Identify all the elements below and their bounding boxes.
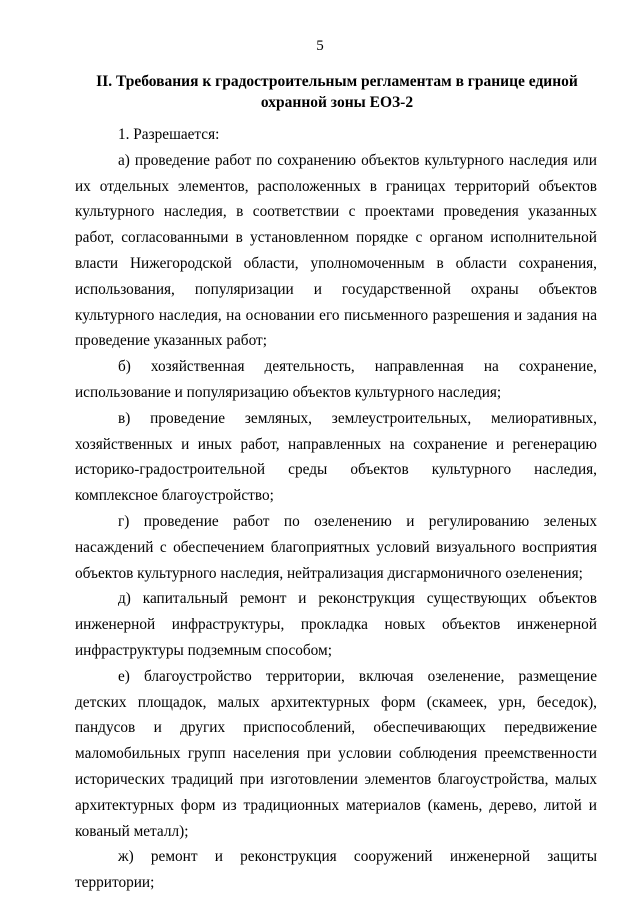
document-body [75, 122, 597, 896]
page-number: 5 [316, 38, 324, 54]
paragraph-item-g: г) проведение работ по озеленению и регулированию зеленых насаждений с обеспечением благоприятных условий визуального восприятия объектов культурного наследия, нейтрализация дисгармоничного озеленения; [75, 512, 597, 582]
paragraph-item-v: в) проведение земляных, землеустроительных, мелиоративных, хозяйственных и иных работ, направленных на сохранение и регенерацию историко-градостроительной среды объектов культурного наследия, комплексное благоустройство; [75, 409, 597, 505]
section-title [88, 71, 586, 113]
section-title-line-2: охранной зоны ЕОЗ-2 [260, 94, 414, 111]
paragraph-item-e: е) благоустройство территории, включая озеленение, размещение детских площадок, малых архитектурных форм (скамеек, урн, беседок), пандусов и других приспособлений, обеспечивающих передвижение маломобильных групп населения при условии соблюдения преемственности исторических традиций при изготовлении элементов благоустройства, малых архитектурных форм из традиционных материалов (камень, дерево, литой и кованый металл); [75, 667, 597, 840]
section-title-line-1: II. Требования к градостроительным регламентам в границе единой [96, 73, 578, 90]
paragraph-item-d: д) капитальный ремонт и реконструкция существующих объектов инженерной инфраструктуры, прокладка новых объектов инженерной инфраструктуры подземным способом; [75, 590, 597, 659]
paragraph-item-zh: ж) ремонт и реконструкция сооружений инженерной защиты территории; [75, 848, 597, 892]
paragraph-item-a: а) проведение работ по сохранению объектов культурного наследия или их отдельных элементов, расположенных в границах территорий объектов культурного наследия, в соответствии с проектами проведения указанных работ, согласованными в установленном порядке с органом исполнительной власти Нижегородской области, уполномоченным в области сохранения, использования, популяризации и государственной охраны объектов культурного наследия, на основании его письменного разрешения и задания на проведение указанных работ; [75, 151, 597, 350]
paragraph-item-b: б) хозяйственная деятельность, направленная на сохранение, использование и популяризацию объектов культурного наследия; [75, 358, 597, 401]
paragraph-permitted-heading: 1. Разрешается: [118, 126, 220, 143]
